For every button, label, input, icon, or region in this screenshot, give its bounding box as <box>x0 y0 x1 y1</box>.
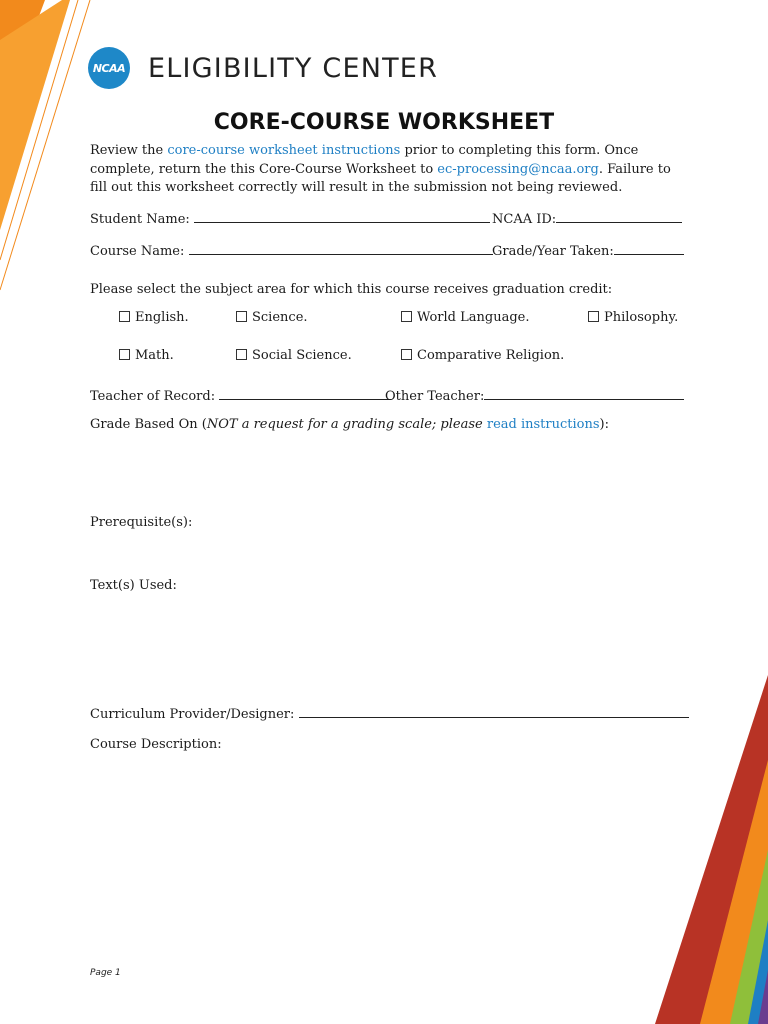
header-logo <box>88 47 438 89</box>
brand-name: ELIGIBILITY CENTER <box>148 52 439 84</box>
checkbox-social-science[interactable]: Social Science. <box>236 347 352 366</box>
checkbox-icon[interactable] <box>119 349 130 360</box>
course-name-field[interactable] <box>189 241 493 255</box>
page-number: Page 1 <box>90 968 121 978</box>
checkbox-icon[interactable] <box>119 311 130 322</box>
grade-year-row <box>492 241 684 262</box>
grade-based-label: Grade Based On (NOT a request for a grading scale; please read instructions): <box>90 417 609 432</box>
texts-used-label: Text(s) Used: <box>90 578 177 593</box>
checkbox-philosophy[interactable]: Philosophy. <box>588 309 678 328</box>
course-name-label: Course Name: <box>90 244 185 259</box>
subject-prompt: Please select the subject area for which this course receives graduation credit: <box>90 282 613 297</box>
checkbox-icon[interactable] <box>401 349 412 360</box>
checkbox-icon[interactable] <box>236 349 247 360</box>
curriculum-label: Curriculum Provider/Designer: <box>90 707 295 722</box>
ncaa-id-field[interactable] <box>556 209 682 223</box>
curriculum-field[interactable] <box>299 704 689 718</box>
other-teacher-field[interactable] <box>484 386 684 400</box>
teacher-record-label: Teacher of Record: <box>90 389 216 404</box>
grade-year-field[interactable] <box>614 241 684 255</box>
ncaa-id-label: NCAA ID: <box>492 212 557 227</box>
checkbox-icon[interactable] <box>588 311 599 322</box>
checkbox-icon[interactable] <box>236 311 247 322</box>
instructions-link[interactable]: core-course worksheet instructions <box>167 143 401 158</box>
student-name-field[interactable] <box>194 209 490 223</box>
student-name-label: Student Name: <box>90 212 190 227</box>
read-instructions-link[interactable]: read instructions <box>486 417 600 432</box>
grade-year-label: Grade/Year Taken: <box>492 244 614 259</box>
prerequisite-label: Prerequisite(s): <box>90 515 193 530</box>
intro-paragraph: Review the core-course worksheet instructions prior to completing this form. Once complete, return the this Core-Course Worksheet to ec-processing@ncaa.org. Failure to fill out this worksheet correctly will result in the submission not being reviewed. <box>90 143 671 195</box>
checkbox-icon[interactable] <box>401 311 412 322</box>
checkbox-english[interactable]: English. <box>119 309 189 328</box>
checkbox-science[interactable]: Science. <box>236 309 308 328</box>
email-link[interactable]: ec-processing@ncaa.org <box>437 161 599 177</box>
curriculum-row <box>90 704 689 725</box>
checkbox-math[interactable]: Math. <box>119 347 174 366</box>
checkbox-comparative-religion[interactable]: Comparative Religion. <box>401 347 564 366</box>
ncaa-logo-icon: NCAA <box>88 47 130 89</box>
ncaa-id-row <box>492 209 682 230</box>
teacher-record-row <box>90 386 391 407</box>
teacher-record-field[interactable] <box>219 386 391 400</box>
course-name-row <box>90 241 493 262</box>
student-name-row <box>90 209 490 230</box>
other-teacher-row <box>385 386 684 407</box>
other-teacher-label: Other Teacher: <box>385 389 485 404</box>
page-title: CORE-COURSE WORKSHEET <box>213 110 555 135</box>
course-description-label: Course Description: <box>90 737 222 752</box>
checkbox-world-language[interactable]: World Language. <box>401 309 529 328</box>
